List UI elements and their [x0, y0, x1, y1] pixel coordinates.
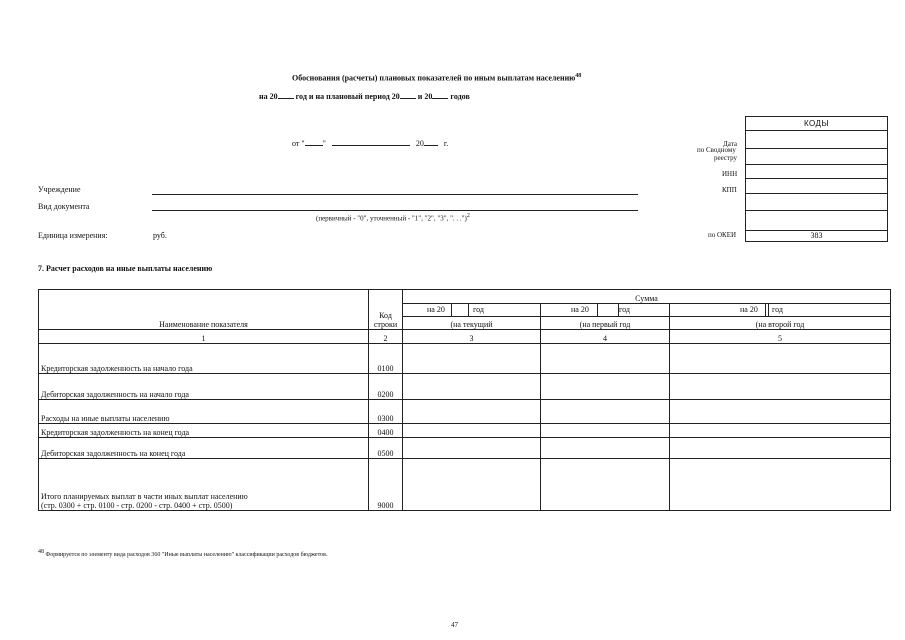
col-number-2: 2 — [369, 330, 403, 344]
institution-label: Учреждение — [38, 185, 81, 194]
period-first: (на первый год — [541, 317, 670, 330]
institution-field-line — [152, 194, 638, 195]
form-subtitle: на 20 год и на плановый период 20 и 20 годов — [259, 92, 470, 101]
row-value-second[interactable] — [670, 438, 891, 459]
row-value-current[interactable] — [403, 438, 541, 459]
period-current: (на текущий — [403, 317, 541, 330]
page-number: 47 — [451, 621, 458, 629]
date-label: Дата — [723, 140, 737, 148]
doc-type-hint: (первичный - "0", уточненный - "1", "2", "3", ". . .")$^2$ — [316, 213, 470, 223]
col-code-header: Код строки — [369, 290, 403, 330]
section-title: 7. Расчет расходов на иные выплаты населению — [38, 264, 213, 273]
row-code: 0200 — [369, 374, 403, 400]
row-code: 0100 — [369, 344, 403, 374]
row-value-second[interactable] — [670, 374, 891, 400]
unit-label: Единица измерения: — [38, 231, 108, 240]
year-cell-first: на 20 год — [541, 304, 670, 317]
codes-box — [745, 116, 888, 242]
table-row — [39, 374, 891, 400]
expenses-table — [38, 289, 891, 511]
row-name: Расходы на иные выплаты населению — [39, 400, 369, 424]
col-number-1: 1 — [39, 330, 369, 344]
col-name-header: Наименование показателя — [39, 290, 369, 330]
inn-label: ИНН — [722, 170, 738, 178]
row-value-first[interactable] — [541, 400, 670, 424]
total-value-first[interactable] — [541, 459, 670, 511]
year-cell-second: на 20 год — [670, 304, 891, 317]
unit-value: руб. — [153, 231, 167, 240]
total-row-name: Итого планируемых выплат в части иных выплат населению (стр. 0300 + стр. 0100 - стр. 0200 - стр. 0400 + стр. 0500) — [39, 459, 369, 511]
footnote: $^{48}$ Формируется по элементу вида расходов 360 "Иные выплаты населению" классификации расходов бюджетов. — [38, 549, 328, 558]
date-label-3: реестру — [714, 154, 738, 162]
date-label-2: по Сводному — [697, 146, 736, 154]
total-value-second[interactable] — [670, 459, 891, 511]
row-value-first[interactable] — [541, 374, 670, 400]
row-value-current[interactable] — [403, 400, 541, 424]
total-row-code: 9000 — [369, 459, 403, 511]
row-value-second[interactable] — [670, 344, 891, 374]
row-name: Кредиторская задолженность на начало года — [39, 344, 369, 374]
row-value-current[interactable] — [403, 424, 541, 438]
row-code: 0300 — [369, 400, 403, 424]
col-number-4: 4 — [541, 330, 670, 344]
table-row — [39, 438, 891, 459]
okei-code-value: 383 — [810, 231, 823, 240]
col-number-3: 3 — [403, 330, 541, 344]
row-value-first[interactable] — [541, 438, 670, 459]
row-value-second[interactable] — [670, 400, 891, 424]
row-name: Дебиторская задолженность на начало года — [39, 374, 369, 400]
table-row-total — [39, 459, 891, 511]
form-date: от " " 20 г. — [292, 139, 449, 148]
table-row — [39, 424, 891, 438]
row-code: 0500 — [369, 438, 403, 459]
period-second: (на второй год — [670, 317, 891, 330]
row-value-first[interactable] — [541, 344, 670, 374]
row-name: Дебиторская задолженность на конец года — [39, 438, 369, 459]
sum-header: Сумма — [403, 290, 891, 304]
row-value-current[interactable] — [403, 374, 541, 400]
row-value-first[interactable] — [541, 424, 670, 438]
doc-type-label: Вид документа — [38, 202, 90, 211]
table-row — [39, 344, 891, 374]
row-value-current[interactable] — [403, 344, 541, 374]
total-value-current[interactable] — [403, 459, 541, 511]
row-name: Кредиторская задолженность на конец года — [39, 424, 369, 438]
okei-label: по ОКЕИ — [708, 231, 737, 239]
row-code: 0400 — [369, 424, 403, 438]
year-cell-current: на 20 год — [403, 304, 541, 317]
col-number-5: 5 — [670, 330, 891, 344]
table-row — [39, 400, 891, 424]
kpp-label: КПП — [722, 186, 737, 194]
row-value-second[interactable] — [670, 424, 891, 438]
codes-header: КОДЫ — [803, 119, 830, 128]
doc-type-field-line — [152, 210, 638, 211]
form-title: Обоснования (расчеты) плановых показателей по иным выплатам населению$^{48}$ — [292, 73, 582, 83]
